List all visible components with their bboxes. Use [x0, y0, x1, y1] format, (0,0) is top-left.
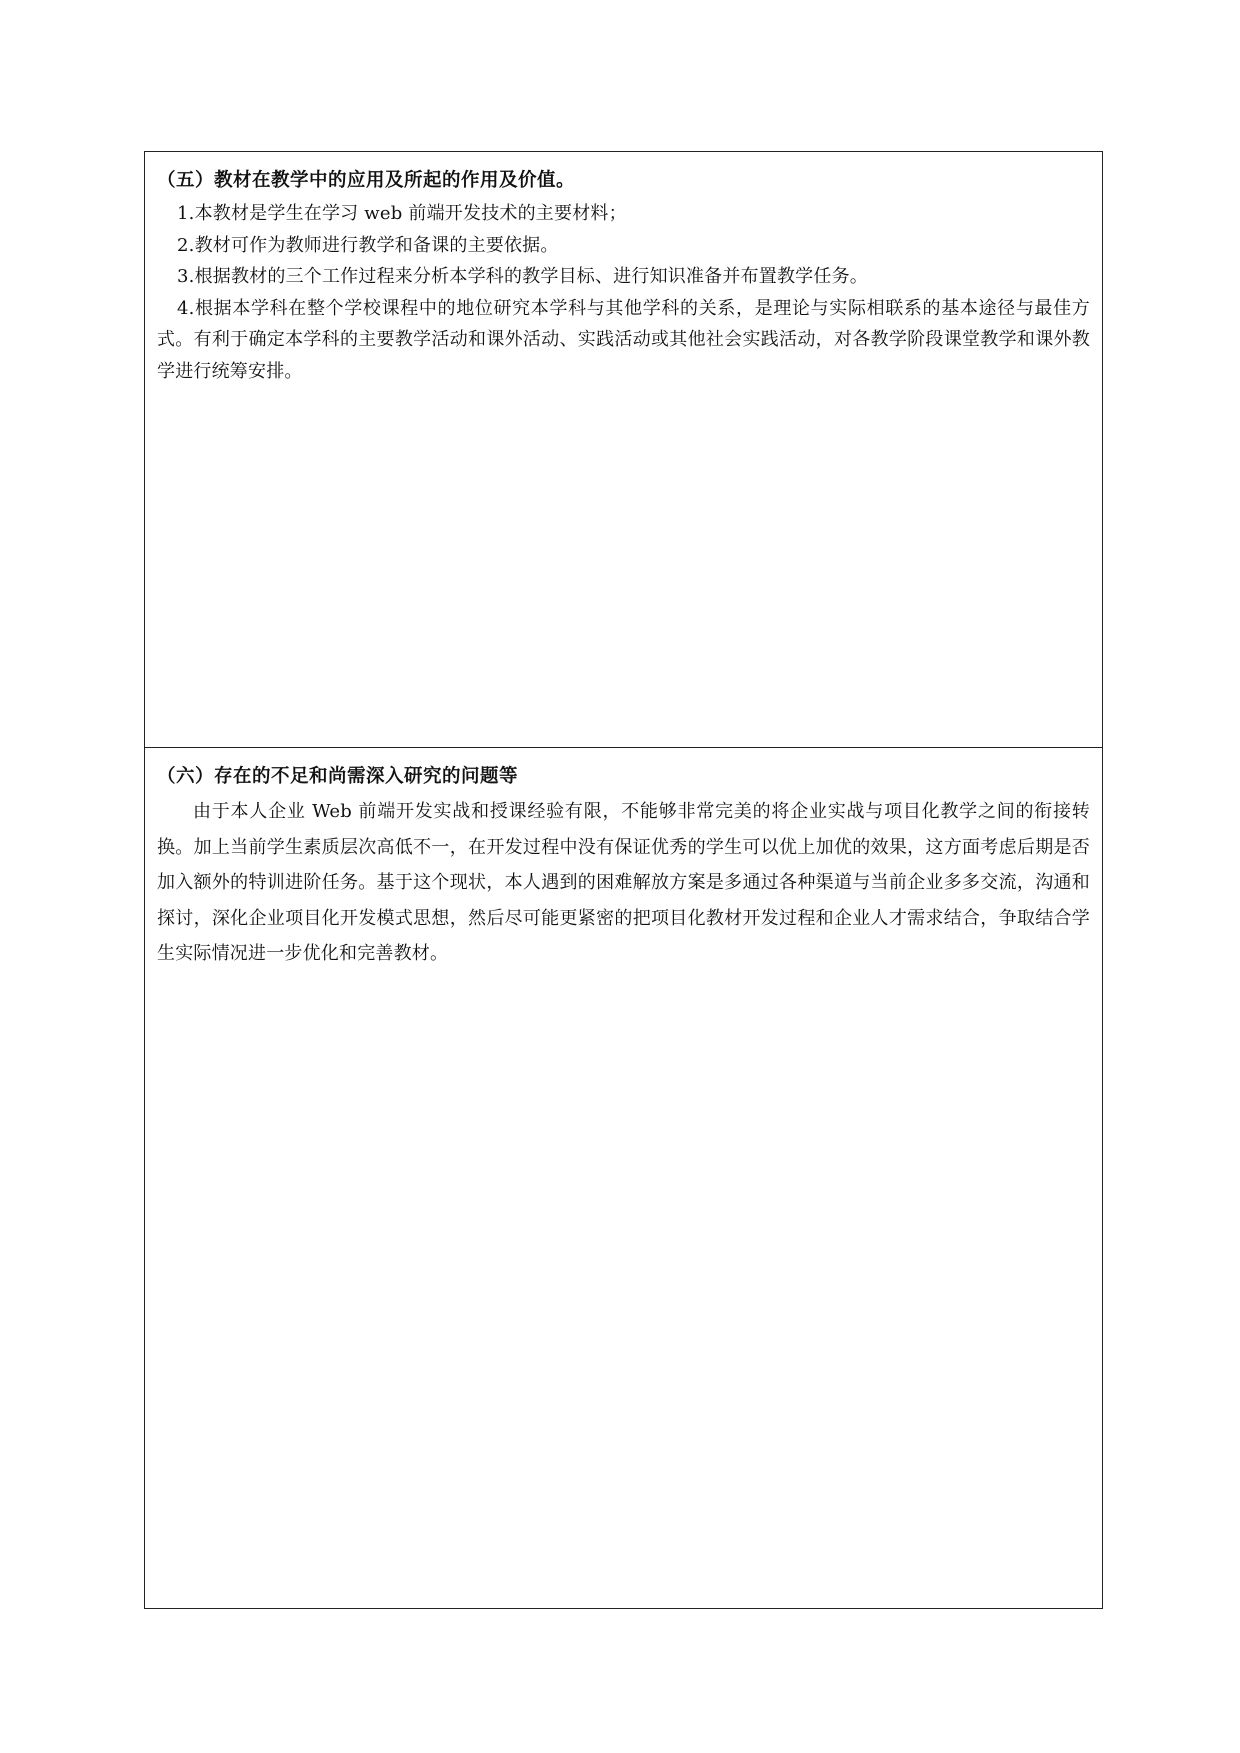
section-heading: （六）存在的不足和尚需深入研究的问题等	[157, 766, 519, 787]
list-item: 1.本教材是学生在学习 web 前端开发技术的主要材料；	[177, 203, 627, 224]
body-paragraph: 由于本人企业 Web 前端开发实战和授课经验有限，不能够非常完美的将企业实战与项目化教学之间的衔接转换。加上当前学生素质层次高低不一，在开发过程中没有保证优秀的学生可以优上加优的效果，这方面考虑后期是否加入额外的特训进阶任务。基于这个现状，本人遇到的困难解放方案是多通过各种渠道与当前企业多多交流，沟通和探讨，深化企业项目化开发模式思想，然后尽可能更紧密的把项目化教材开发过程和企业人才需求结合，争取结合学生实际情况进一步优化和完善教材。	[157, 801, 1090, 964]
form-table	[144, 151, 1103, 1609]
list-item: 2.教材可作为教师进行教学和备课的主要依据。	[177, 234, 559, 256]
list-item: 3.根据教材的三个工作过程来分析本学科的教学目标、进行知识准备并布置教学任务。	[177, 266, 868, 287]
list-item: 4.根据本学科在整个学校课程中的地位研究本学科与其他学科的关系，是理论与实际相联系的基本途径与最佳方式。有利于确定本学科的主要教学活动和课外活动、实践活动或其他社会实践活动，对各教学阶段课堂教学和课外教学进行统筹安排。	[157, 297, 1090, 382]
section-shortcomings	[145, 748, 1102, 1608]
section-application-value	[145, 152, 1102, 748]
section-heading: （五）教材在教学中的应用及所起的作用及价值。	[157, 170, 576, 191]
